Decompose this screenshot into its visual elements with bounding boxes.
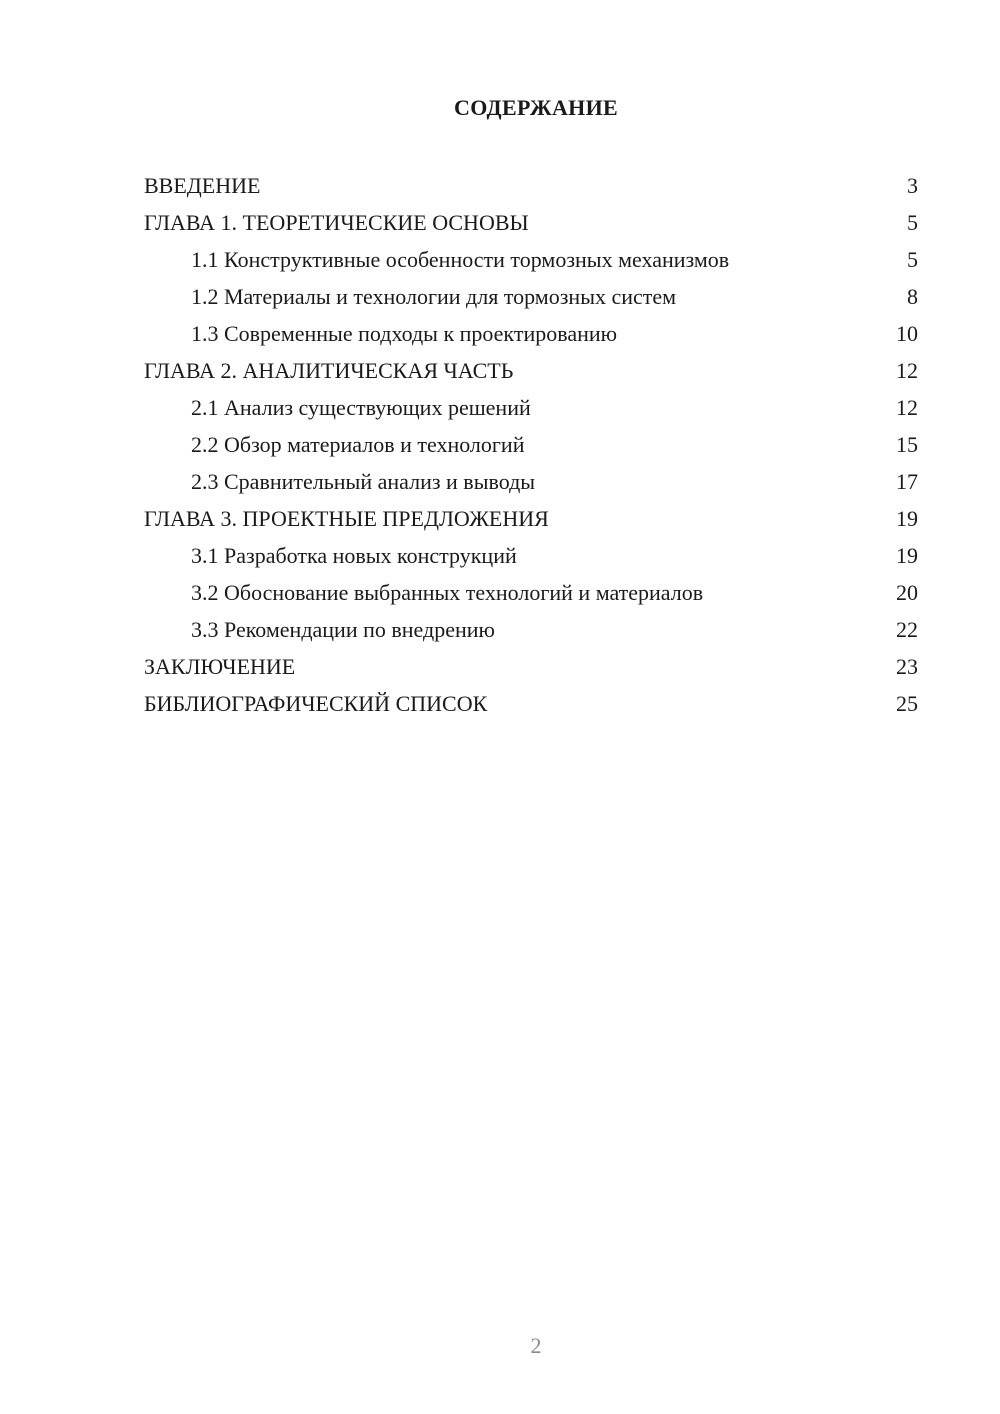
toc-entry-page: 23 bbox=[896, 654, 918, 679]
toc-entry-conclusion[interactable] bbox=[144, 648, 918, 685]
toc-entry-page: 8 bbox=[907, 284, 918, 309]
toc-entry-text: 2.3 Сравнительный анализ и выводы bbox=[191, 469, 536, 494]
page-number: 2 bbox=[530, 1333, 542, 1358]
toc-entry-text: ЗАКЛЮЧЕНИЕ bbox=[144, 654, 296, 679]
toc-entry-page: 17 bbox=[896, 469, 918, 494]
toc-entry-chapter-2[interactable] bbox=[144, 352, 918, 389]
toc-entry-page: 12 bbox=[896, 395, 918, 420]
toc-entry-section-1-2[interactable] bbox=[144, 278, 918, 315]
toc-entry-page: 5 bbox=[907, 247, 918, 272]
toc-entry-text: ГЛАВА 2. АНАЛИТИЧЕСКАЯ ЧАСТЬ bbox=[144, 358, 514, 383]
toc-entry-text: ВВЕДЕНИЕ bbox=[144, 173, 261, 198]
toc-entry-page: 20 bbox=[896, 580, 918, 605]
toc-entry-section-3-1[interactable] bbox=[144, 537, 918, 574]
toc-entry-section-2-3[interactable] bbox=[144, 463, 918, 500]
toc-entry-section-1-1[interactable] bbox=[144, 241, 918, 278]
toc-entry-text: 3.1 Разработка новых конструкций bbox=[191, 543, 517, 568]
toc-entry-chapter-3[interactable] bbox=[144, 500, 918, 537]
toc-entry-section-3-2[interactable] bbox=[144, 574, 918, 611]
toc-entry-page: 5 bbox=[907, 210, 918, 235]
toc-entry-page: 12 bbox=[896, 358, 918, 383]
toc-entry-text: 1.1 Конструктивные особенности тормозных механизмов bbox=[191, 247, 730, 272]
toc-entry-text: 1.2 Материалы и технологии для тормозных систем bbox=[191, 284, 677, 309]
toc-entry-introduction[interactable] bbox=[144, 167, 918, 204]
toc-entry-bibliography[interactable] bbox=[144, 685, 918, 722]
toc-entry-text: БИБЛИОГРАФИЧЕСКИЙ СПИСОК bbox=[144, 691, 488, 716]
toc-entry-text: 1.3 Современные подходы к проектированию bbox=[191, 321, 618, 346]
toc-entry-page: 22 bbox=[896, 617, 918, 642]
toc-entry-text: 3.2 Обоснование выбранных технологий и материалов bbox=[191, 580, 704, 605]
toc-title: СОДЕРЖАНИЕ bbox=[454, 95, 618, 120]
toc-entry-page: 3 bbox=[907, 173, 918, 198]
table-of-contents bbox=[144, 167, 918, 722]
toc-entry-page: 19 bbox=[896, 506, 918, 531]
toc-entry-text: ГЛАВА 1. ТЕОРЕТИЧЕСКИЕ ОСНОВЫ bbox=[144, 210, 529, 235]
toc-entry-page: 19 bbox=[896, 543, 918, 568]
toc-entry-section-3-3[interactable] bbox=[144, 611, 918, 648]
toc-entry-page: 25 bbox=[896, 691, 918, 716]
toc-entry-section-2-2[interactable] bbox=[144, 426, 918, 463]
toc-entry-text: 3.3 Рекомендации по внедрению bbox=[191, 617, 495, 642]
toc-entry-chapter-1[interactable] bbox=[144, 204, 918, 241]
toc-entry-text: 2.1 Анализ существующих решений bbox=[191, 395, 531, 420]
toc-entry-section-2-1[interactable] bbox=[144, 389, 918, 426]
toc-entry-page: 10 bbox=[896, 321, 918, 346]
toc-entry-text: ГЛАВА 3. ПРОЕКТНЫЕ ПРЕДЛОЖЕНИЯ bbox=[144, 506, 549, 531]
toc-entry-page: 15 bbox=[896, 432, 918, 457]
toc-entry-text: 2.2 Обзор материалов и технологий bbox=[191, 432, 525, 457]
toc-entry-section-1-3[interactable] bbox=[144, 315, 918, 352]
